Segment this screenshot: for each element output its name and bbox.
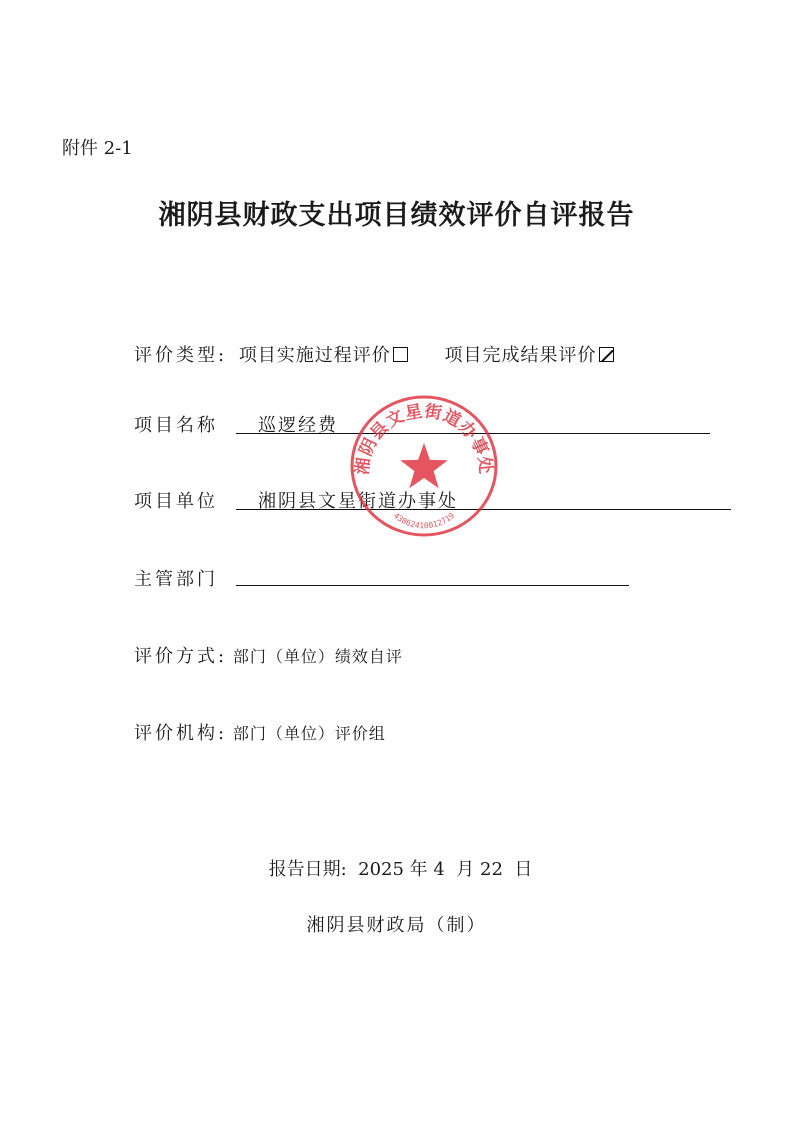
- eval-type-label: 评价类型:: [134, 345, 228, 366]
- eval-method-label: 评价方式:: [134, 646, 228, 667]
- seal-code: 43062410012719: [391, 511, 457, 531]
- eval-org-label: 评价机构:: [134, 723, 228, 744]
- eval-org-value: 部门（单位）评价组: [232, 724, 386, 743]
- dept-label: 主管部门: [134, 569, 218, 590]
- page-title: 湘阴县财政支出项目绩效评价自评报告: [158, 200, 635, 231]
- official-seal-stamp: [348, 393, 500, 539]
- checkbox-checked-icon[interactable]: [599, 347, 614, 362]
- eval-type-row: [134, 341, 614, 367]
- project-unit-value: 湘阴县文星街道办事处: [258, 491, 458, 512]
- seal-star-icon: [400, 443, 448, 488]
- eval-method-value: 部门（单位）绩效自评: [232, 647, 403, 666]
- checkbox-unchecked-icon[interactable]: [393, 347, 408, 362]
- attachment-label: 附件 2-1: [62, 138, 133, 159]
- issuer-label: 湘阴县财政局（制）: [306, 915, 487, 936]
- eval-org-row: [134, 719, 386, 745]
- eval-type-option-result[interactable]: [445, 345, 614, 366]
- project-name-value: 巡逻经费: [258, 415, 338, 436]
- project-unit-label: 项目单位: [134, 491, 218, 512]
- option-process-label: 项目实施过程评价: [238, 345, 391, 366]
- project-name-label: 项目名称: [134, 415, 218, 436]
- option-result-label: 项目完成结果评价: [444, 345, 597, 366]
- eval-type-option-process[interactable]: [239, 345, 415, 366]
- report-date: 报告日期: 2025 年 4 月 22 日: [268, 859, 533, 880]
- dept-underline: [236, 585, 629, 586]
- eval-method-row: [134, 642, 403, 668]
- seal-name: 湘阴县文星街道办事处: [352, 401, 496, 476]
